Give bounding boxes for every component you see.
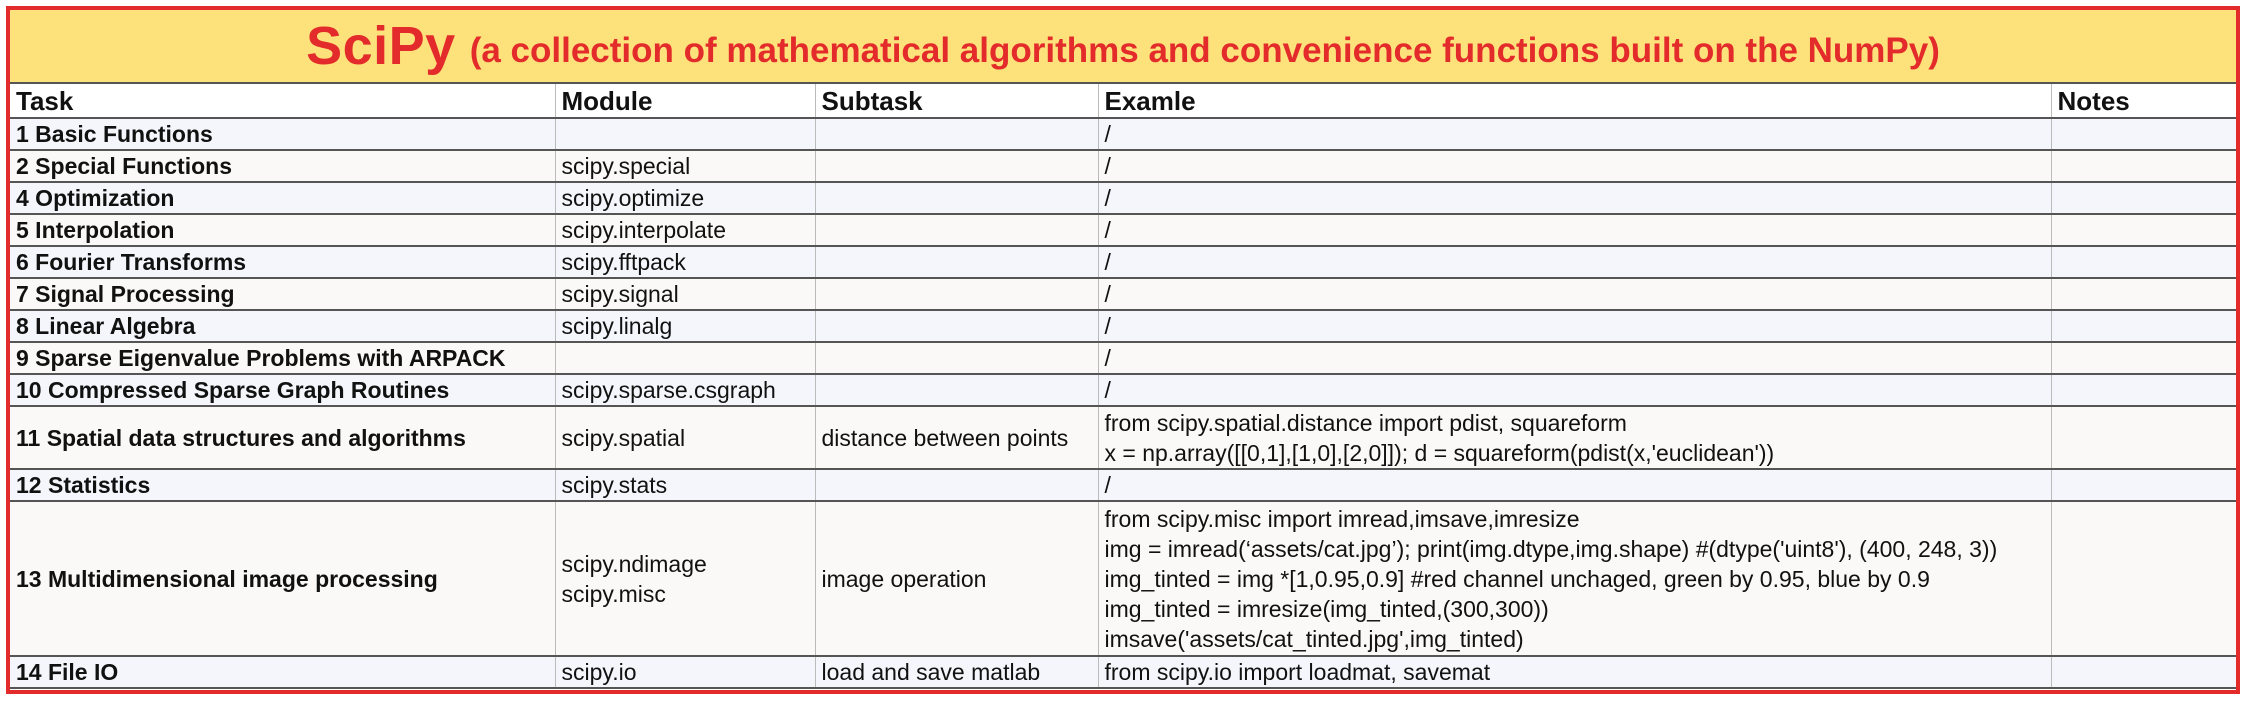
header-notes: Notes [2051, 84, 2240, 118]
example-line: / [1104, 313, 1111, 339]
cell-notes [2051, 374, 2240, 406]
page-subtitle: (a collection of mathematical algorithms and convenience functions built on the NumPy) [469, 31, 1940, 70]
header-task: Task [10, 84, 555, 118]
cell-example [1098, 310, 2051, 342]
cell-example [1098, 182, 2051, 214]
cell-module [555, 656, 815, 688]
cell-example [1098, 214, 2051, 246]
module-line: scipy.signal [561, 281, 679, 307]
cell-module [555, 310, 815, 342]
table-row [10, 182, 2240, 214]
module-line: scipy.ndimage [561, 550, 707, 577]
cell-notes [2051, 246, 2240, 278]
cell-example [1098, 406, 2051, 469]
module-line: scipy.special [561, 153, 691, 179]
cell-notes [2051, 118, 2240, 150]
cell-module [555, 214, 815, 246]
table-row [10, 278, 2240, 310]
cell-task: 6 Fourier Transforms [10, 246, 555, 278]
cell-task: 7 Signal Processing [10, 278, 555, 310]
example-line: / [1104, 249, 1111, 275]
scipy-table [10, 84, 2240, 689]
table-row [10, 150, 2240, 182]
cell-module [555, 118, 815, 150]
cell-task: 10 Compressed Sparse Graph Routines [10, 374, 555, 406]
cell-subtask [815, 278, 1098, 310]
cell-task: 8 Linear Algebra [10, 310, 555, 342]
table-row [10, 656, 2240, 688]
cell-module [555, 501, 815, 656]
cell-notes [2051, 214, 2240, 246]
table-row [10, 118, 2240, 150]
cell-notes [2051, 342, 2240, 374]
table-row [10, 310, 2240, 342]
example-line: / [1104, 217, 1111, 243]
cell-module [555, 150, 815, 182]
cell-task: 12 Statistics [10, 469, 555, 501]
cell-notes [2051, 656, 2240, 688]
cell-subtask: distance between points [815, 406, 1098, 469]
example-line: / [1104, 345, 1111, 371]
header-subtask: Subtask [815, 84, 1098, 118]
example-line: / [1104, 281, 1111, 307]
cell-subtask: image operation [815, 501, 1098, 656]
table-row [10, 469, 2240, 501]
cell-module [555, 278, 815, 310]
cell-module [555, 246, 815, 278]
example-line: from scipy.spatial.distance import pdist, squareform [1104, 409, 1627, 436]
cell-example [1098, 246, 2051, 278]
cell-subtask [815, 150, 1098, 182]
cell-subtask [815, 374, 1098, 406]
module-line: scipy.optimize [561, 185, 705, 211]
cell-subtask [815, 310, 1098, 342]
cell-module [555, 406, 815, 469]
cell-example [1098, 374, 2051, 406]
cell-module [555, 469, 815, 501]
cell-task: 4 Optimization [10, 182, 555, 214]
cell-notes [2051, 469, 2240, 501]
table-body [10, 118, 2240, 688]
header-example: Examle [1098, 84, 2051, 118]
module-line: scipy.stats [561, 472, 668, 498]
module-line: scipy.misc [561, 580, 666, 607]
cell-task: 13 Multidimensional image processing [10, 501, 555, 656]
module-line: scipy.fftpack [561, 249, 686, 275]
cell-module [555, 342, 815, 374]
cell-example [1098, 501, 2051, 656]
cell-example [1098, 150, 2051, 182]
cell-task: 14 File IO [10, 656, 555, 688]
module-line: scipy.io [561, 659, 637, 685]
cell-notes [2051, 310, 2240, 342]
cell-notes [2051, 406, 2240, 469]
cell-example [1098, 278, 2051, 310]
cell-module [555, 182, 815, 214]
cell-subtask [815, 182, 1098, 214]
cell-subtask [815, 118, 1098, 150]
example-line: / [1104, 121, 1111, 147]
example-line: from scipy.io import loadmat, savemat [1104, 659, 1491, 685]
cell-task: 9 Sparse Eigenvalue Problems with ARPACK [10, 342, 555, 374]
cell-task: 2 Special Functions [10, 150, 555, 182]
table-row [10, 246, 2240, 278]
example-line: / [1104, 153, 1111, 179]
table-row [10, 374, 2240, 406]
cell-example [1098, 342, 2051, 374]
cell-subtask [815, 246, 1098, 278]
example-line: imsave('assets/cat_tinted.jpg',img_tinted) [1104, 625, 1524, 652]
example-line: img = imread(‘assets/cat.jpg’); print(img.dtype,img.shape) #(dtype('uint8'), (400, 248, 3)) [1104, 535, 1998, 562]
module-line: scipy.linalg [561, 313, 673, 339]
cell-subtask [815, 469, 1098, 501]
module-line: scipy.spatial [561, 424, 686, 451]
example-line: / [1104, 377, 1111, 403]
cell-notes [2051, 150, 2240, 182]
cell-example [1098, 118, 2051, 150]
example-line: x = np.array([[0,1],[1,0],[2,0]]); d = squareform(pdist(x,'euclidean')) [1104, 439, 1775, 466]
header-row [10, 84, 2240, 118]
cell-subtask [815, 342, 1098, 374]
module-line: scipy.interpolate [561, 217, 726, 243]
cell-notes [2051, 501, 2240, 656]
cell-subtask: load and save matlab [815, 656, 1098, 688]
table-row [10, 214, 2240, 246]
cell-task: 11 Spatial data structures and algorithms [10, 406, 555, 469]
cell-task: 1 Basic Functions [10, 118, 555, 150]
title-bar [10, 10, 2236, 84]
cell-notes [2051, 278, 2240, 310]
page-title: SciPy [306, 16, 456, 76]
cell-example [1098, 656, 2051, 688]
table-row [10, 342, 2240, 374]
example-line: from scipy.misc import imread,imsave,imresize [1104, 505, 1580, 532]
example-line: / [1104, 472, 1111, 498]
header-module: Module [555, 84, 815, 118]
module-line: scipy.sparse.csgraph [561, 377, 776, 403]
example-line: / [1104, 185, 1111, 211]
cell-task: 5 Interpolation [10, 214, 555, 246]
table-row [10, 501, 2240, 656]
cell-subtask [815, 214, 1098, 246]
example-line: img_tinted = img *[1,0.95,0.9] #red channel unchaged, green by 0.95, blue by 0.9 [1104, 565, 1930, 592]
example-line: img_tinted = imresize(img_tinted,(300,300)) [1104, 595, 1549, 622]
table-row [10, 406, 2240, 469]
cell-module [555, 374, 815, 406]
cell-example [1098, 469, 2051, 501]
cell-notes [2051, 182, 2240, 214]
document-frame [6, 6, 2240, 694]
